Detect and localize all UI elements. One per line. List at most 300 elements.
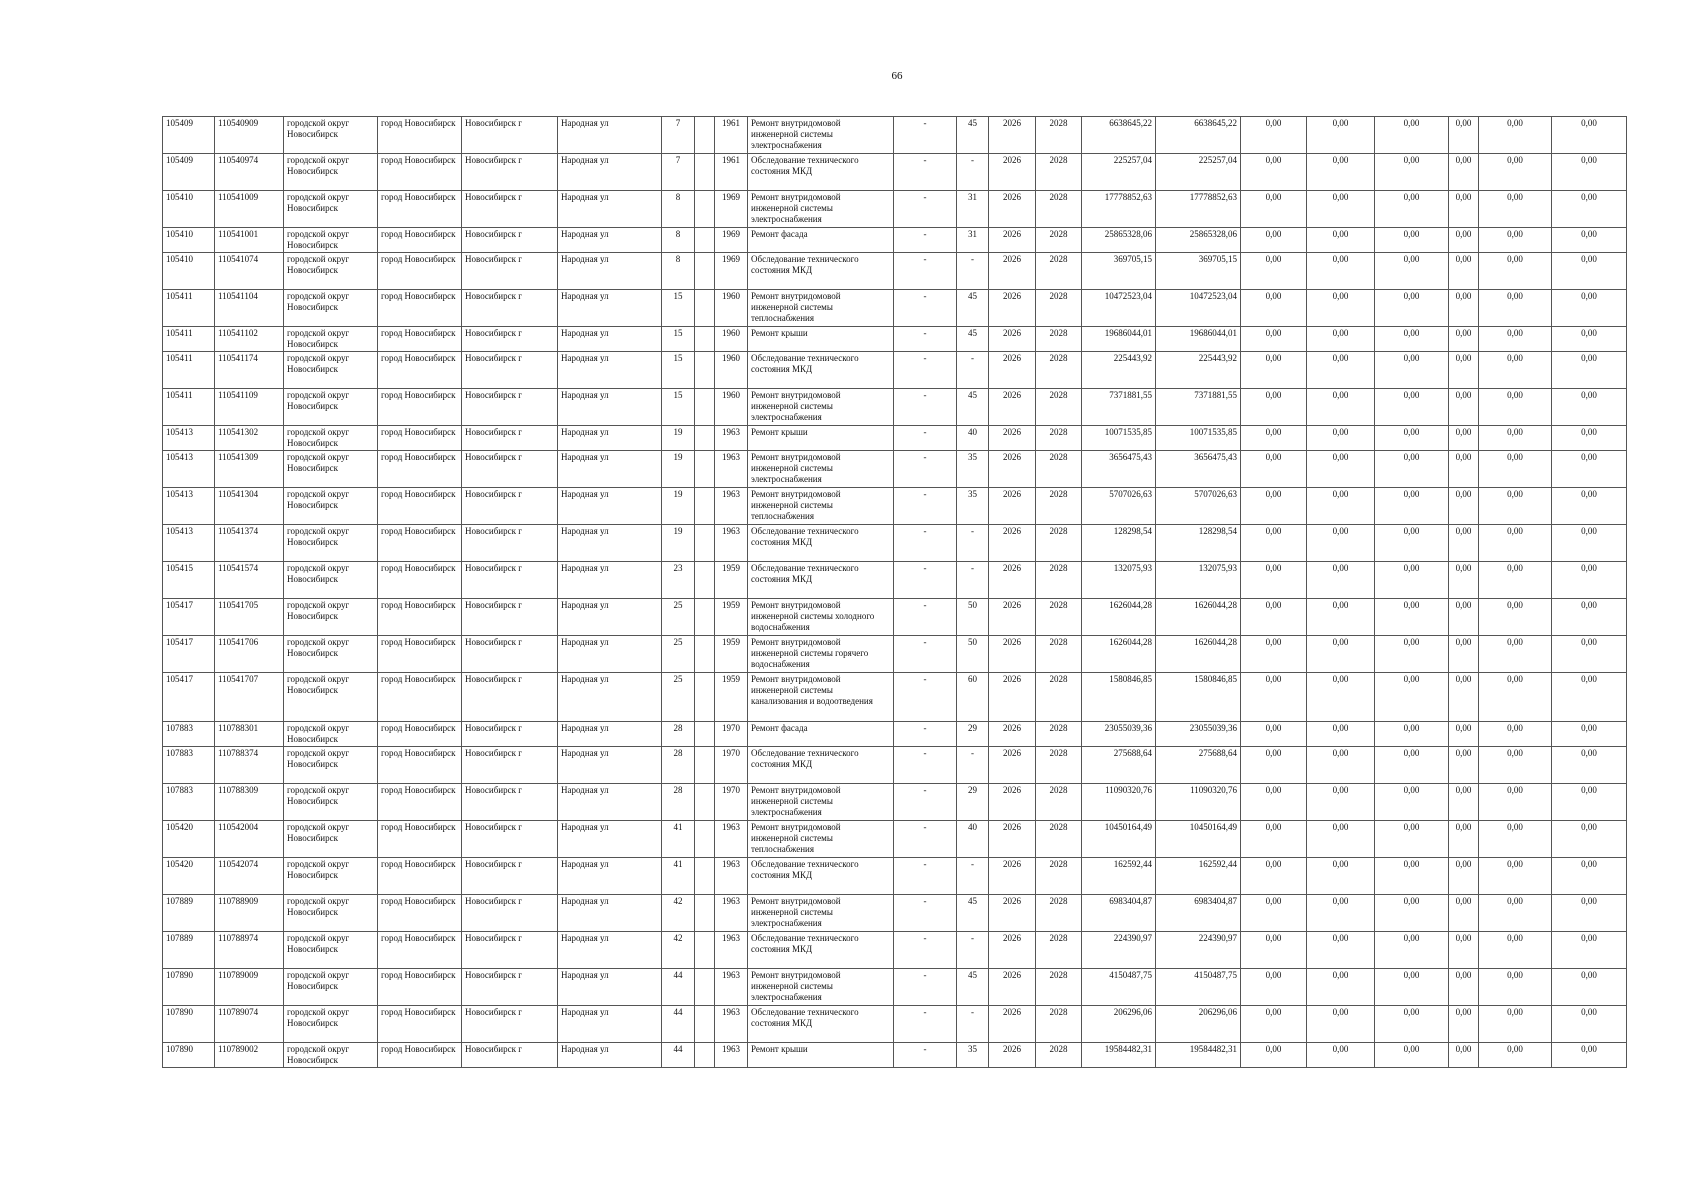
row-start-year: 2026 [989,969,1036,1006]
row-value-6: 0,00 [1552,599,1627,636]
row-house: 19 [662,525,695,562]
row-value-4: 0,00 [1449,858,1479,895]
row-start-year: 2026 [989,290,1036,327]
row-id: 105420 [163,858,215,895]
row-value-1: 0,00 [1241,451,1307,488]
row-street: Народная ул [558,636,662,673]
row-start-year: 2026 [989,722,1036,747]
row-value-6: 0,00 [1552,1043,1627,1068]
row-settlement: город Новосибирск [378,389,462,426]
table-row [163,352,1627,389]
row-cost: 275688,64 [1082,747,1156,784]
row-value-2: 0,00 [1307,327,1375,352]
row-id: 107890 [163,1006,215,1043]
row-value-1: 0,00 [1241,117,1307,154]
row-district: городской округ Новосибирск [284,932,378,969]
row-id: 105413 [163,488,215,525]
row-value-1: 0,00 [1241,488,1307,525]
row-value-6: 0,00 [1552,821,1627,858]
row-value-2: 0,00 [1307,747,1375,784]
row-city: Новосибирск г [462,117,558,154]
row-city: Новосибирск г [462,426,558,451]
row-service-life: 50 [957,599,989,636]
row-street: Народная ул [558,722,662,747]
row-year: 1959 [715,562,748,599]
row-value-6: 0,00 [1552,636,1627,673]
row-value-2: 0,00 [1307,858,1375,895]
row-value-2: 0,00 [1307,821,1375,858]
row-house: 42 [662,932,695,969]
row-service-life: 35 [957,1043,989,1068]
row-block [695,895,715,932]
row-value-3: 0,00 [1375,488,1449,525]
row-settlement: город Новосибирск [378,932,462,969]
row-city: Новосибирск г [462,1006,558,1043]
table-row [163,154,1627,191]
row-start-year: 2026 [989,154,1036,191]
row-total: 128298,54 [1156,525,1241,562]
row-settlement: город Новосибирск [378,599,462,636]
row-year: 1963 [715,426,748,451]
row-value-5: 0,00 [1479,969,1552,1006]
row-value-4: 0,00 [1449,636,1479,673]
row-code: 110541109 [215,389,284,426]
row-house: 8 [662,253,695,290]
row-value-5: 0,00 [1479,327,1552,352]
row-value-1: 0,00 [1241,821,1307,858]
row-start-year: 2026 [989,191,1036,228]
row-value-3: 0,00 [1375,932,1449,969]
row-work-type: Ремонт внутридомовой инженерной системы электроснабжения [748,389,894,426]
row-code: 110540974 [215,154,284,191]
row-house: 15 [662,352,695,389]
row-value-3: 0,00 [1375,636,1449,673]
row-dash: - [894,117,957,154]
row-service-life: - [957,747,989,784]
row-service-life: 31 [957,191,989,228]
row-street: Народная ул [558,932,662,969]
row-dash: - [894,488,957,525]
row-code: 110541009 [215,191,284,228]
row-cost: 225443,92 [1082,352,1156,389]
row-value-4: 0,00 [1449,451,1479,488]
row-value-3: 0,00 [1375,191,1449,228]
row-value-5: 0,00 [1479,352,1552,389]
row-city: Новосибирск г [462,525,558,562]
row-value-2: 0,00 [1307,895,1375,932]
row-value-1: 0,00 [1241,191,1307,228]
row-house: 41 [662,821,695,858]
row-settlement: город Новосибирск [378,636,462,673]
row-cost: 17778852,63 [1082,191,1156,228]
row-value-2: 0,00 [1307,636,1375,673]
row-year: 1959 [715,673,748,722]
row-work-type: Ремонт фасада [748,228,894,253]
row-value-5: 0,00 [1479,191,1552,228]
row-id: 105410 [163,228,215,253]
row-id: 107889 [163,932,215,969]
row-work-type: Ремонт внутридомовой инженерной системы теплоснабжения [748,290,894,327]
row-year: 1960 [715,389,748,426]
row-value-2: 0,00 [1307,451,1375,488]
row-end-year: 2028 [1036,599,1082,636]
row-service-life: - [957,154,989,191]
row-block [695,290,715,327]
row-end-year: 2028 [1036,747,1082,784]
row-work-type: Ремонт внутридомовой инженерной системы электроснабжения [748,451,894,488]
row-start-year: 2026 [989,784,1036,821]
row-code: 110541309 [215,451,284,488]
row-value-5: 0,00 [1479,722,1552,747]
row-year: 1963 [715,451,748,488]
row-value-5: 0,00 [1479,747,1552,784]
row-value-2: 0,00 [1307,932,1375,969]
row-cost: 132075,93 [1082,562,1156,599]
row-value-3: 0,00 [1375,858,1449,895]
row-cost: 19584482,31 [1082,1043,1156,1068]
table-row [163,327,1627,352]
row-total: 4150487,75 [1156,969,1241,1006]
row-end-year: 2028 [1036,858,1082,895]
row-city: Новосибирск г [462,969,558,1006]
row-start-year: 2026 [989,253,1036,290]
row-value-4: 0,00 [1449,932,1479,969]
row-block [695,451,715,488]
row-start-year: 2026 [989,599,1036,636]
row-work-type: Обследование технического состояния МКД [748,253,894,290]
row-settlement: город Новосибирск [378,327,462,352]
row-start-year: 2026 [989,327,1036,352]
row-service-life: 29 [957,722,989,747]
row-block [695,154,715,191]
row-value-3: 0,00 [1375,895,1449,932]
row-year: 1963 [715,821,748,858]
row-value-2: 0,00 [1307,488,1375,525]
row-city: Новосибирск г [462,784,558,821]
row-year: 1969 [715,191,748,228]
row-value-4: 0,00 [1449,562,1479,599]
row-district: городской округ Новосибирск [284,858,378,895]
table-row [163,228,1627,253]
row-work-type: Обследование технического состояния МКД [748,858,894,895]
row-id: 105410 [163,253,215,290]
row-value-1: 0,00 [1241,290,1307,327]
row-district: городской округ Новосибирск [284,451,378,488]
row-value-3: 0,00 [1375,673,1449,722]
row-street: Народная ул [558,1043,662,1068]
row-value-3: 0,00 [1375,525,1449,562]
row-district: городской округ Новосибирск [284,969,378,1006]
row-value-5: 0,00 [1479,932,1552,969]
row-value-1: 0,00 [1241,636,1307,673]
table-row [163,722,1627,747]
row-value-5: 0,00 [1479,253,1552,290]
row-total: 23055039,36 [1156,722,1241,747]
row-street: Народная ул [558,154,662,191]
row-house: 15 [662,389,695,426]
row-dash: - [894,821,957,858]
table-row [163,858,1627,895]
table-row [163,389,1627,426]
row-value-5: 0,00 [1479,636,1552,673]
row-work-type: Ремонт внутридомовой инженерной системы электроснабжения [748,969,894,1006]
row-start-year: 2026 [989,117,1036,154]
row-service-life: 45 [957,895,989,932]
row-block [695,673,715,722]
row-city: Новосибирск г [462,488,558,525]
row-start-year: 2026 [989,747,1036,784]
row-block [695,488,715,525]
table-row [163,191,1627,228]
table-row [163,451,1627,488]
row-street: Народная ул [558,784,662,821]
row-district: городской округ Новосибирск [284,895,378,932]
table-row [163,821,1627,858]
row-end-year: 2028 [1036,426,1082,451]
row-cost: 1580846,85 [1082,673,1156,722]
row-service-life: - [957,253,989,290]
row-value-5: 0,00 [1479,784,1552,821]
row-block [695,117,715,154]
row-code: 110541102 [215,327,284,352]
row-end-year: 2028 [1036,525,1082,562]
row-total: 275688,64 [1156,747,1241,784]
row-year: 1963 [715,858,748,895]
row-settlement: город Новосибирск [378,253,462,290]
row-city: Новосибирск г [462,562,558,599]
row-street: Народная ул [558,673,662,722]
row-value-5: 0,00 [1479,389,1552,426]
row-district: городской округ Новосибирск [284,389,378,426]
row-district: городской округ Новосибирск [284,821,378,858]
row-settlement: город Новосибирск [378,525,462,562]
row-value-6: 0,00 [1552,117,1627,154]
row-start-year: 2026 [989,858,1036,895]
row-value-5: 0,00 [1479,895,1552,932]
row-end-year: 2028 [1036,253,1082,290]
row-cost: 1626044,28 [1082,599,1156,636]
row-code: 110541001 [215,228,284,253]
row-value-6: 0,00 [1552,154,1627,191]
row-service-life: 45 [957,117,989,154]
row-settlement: город Новосибирск [378,117,462,154]
row-id: 105411 [163,327,215,352]
row-city: Новосибирск г [462,636,558,673]
row-start-year: 2026 [989,673,1036,722]
row-value-5: 0,00 [1479,228,1552,253]
row-value-2: 0,00 [1307,1006,1375,1043]
row-house: 15 [662,290,695,327]
row-code: 110541374 [215,525,284,562]
row-value-4: 0,00 [1449,525,1479,562]
row-house: 19 [662,426,695,451]
row-cost: 162592,44 [1082,858,1156,895]
row-value-2: 0,00 [1307,389,1375,426]
row-id: 105420 [163,821,215,858]
row-value-3: 0,00 [1375,426,1449,451]
row-dash: - [894,154,957,191]
row-id: 107889 [163,895,215,932]
table-row [163,784,1627,821]
row-value-6: 0,00 [1552,784,1627,821]
row-service-life: 40 [957,426,989,451]
row-house: 15 [662,327,695,352]
row-settlement: город Новосибирск [378,290,462,327]
row-district: городской округ Новосибирск [284,562,378,599]
row-value-6: 0,00 [1552,562,1627,599]
row-year: 1959 [715,599,748,636]
row-code: 110541304 [215,488,284,525]
row-value-1: 0,00 [1241,253,1307,290]
row-value-2: 0,00 [1307,426,1375,451]
row-total: 369705,15 [1156,253,1241,290]
row-service-life: 45 [957,969,989,1006]
row-value-6: 0,00 [1552,1006,1627,1043]
row-cost: 224390,97 [1082,932,1156,969]
row-dash: - [894,895,957,932]
row-cost: 10071535,85 [1082,426,1156,451]
row-end-year: 2028 [1036,228,1082,253]
row-id: 105411 [163,352,215,389]
row-block [695,1006,715,1043]
row-code: 110541705 [215,599,284,636]
row-end-year: 2028 [1036,352,1082,389]
row-end-year: 2028 [1036,191,1082,228]
row-end-year: 2028 [1036,562,1082,599]
row-district: городской округ Новосибирск [284,228,378,253]
row-house: 25 [662,673,695,722]
row-dash: - [894,747,957,784]
row-start-year: 2026 [989,525,1036,562]
row-end-year: 2028 [1036,327,1082,352]
row-year: 1963 [715,932,748,969]
row-code: 110789009 [215,969,284,1006]
row-start-year: 2026 [989,488,1036,525]
row-cost: 10472523,04 [1082,290,1156,327]
row-settlement: город Новосибирск [378,722,462,747]
row-year: 1963 [715,895,748,932]
row-settlement: город Новосибирск [378,895,462,932]
row-end-year: 2028 [1036,1006,1082,1043]
row-work-type: Ремонт фасада [748,722,894,747]
row-end-year: 2028 [1036,488,1082,525]
row-total: 224390,97 [1156,932,1241,969]
row-city: Новосибирск г [462,932,558,969]
row-settlement: город Новосибирск [378,228,462,253]
row-work-type: Ремонт внутридомовой инженерной системы холодного водоснабжения [748,599,894,636]
row-end-year: 2028 [1036,722,1082,747]
row-value-3: 0,00 [1375,154,1449,191]
row-value-3: 0,00 [1375,451,1449,488]
table-row [163,525,1627,562]
row-id: 105409 [163,117,215,154]
table-row [163,895,1627,932]
row-start-year: 2026 [989,562,1036,599]
row-district: городской округ Новосибирск [284,722,378,747]
row-total: 5707026,63 [1156,488,1241,525]
row-id: 105415 [163,562,215,599]
row-code: 110541574 [215,562,284,599]
row-value-2: 0,00 [1307,1043,1375,1068]
row-id: 107883 [163,747,215,784]
row-cost: 225257,04 [1082,154,1156,191]
row-value-5: 0,00 [1479,154,1552,191]
row-code: 110541302 [215,426,284,451]
row-settlement: город Новосибирск [378,858,462,895]
row-id: 105417 [163,599,215,636]
row-district: городской округ Новосибирск [284,784,378,821]
row-value-6: 0,00 [1552,488,1627,525]
row-street: Народная ул [558,117,662,154]
row-value-3: 0,00 [1375,117,1449,154]
row-value-4: 0,00 [1449,117,1479,154]
row-value-4: 0,00 [1449,599,1479,636]
row-city: Новосибирск г [462,290,558,327]
row-value-2: 0,00 [1307,154,1375,191]
row-start-year: 2026 [989,1043,1036,1068]
row-value-3: 0,00 [1375,253,1449,290]
row-value-1: 0,00 [1241,673,1307,722]
row-value-6: 0,00 [1552,932,1627,969]
row-end-year: 2028 [1036,451,1082,488]
row-total: 7371881,55 [1156,389,1241,426]
row-street: Народная ул [558,562,662,599]
row-cost: 206296,06 [1082,1006,1156,1043]
row-value-6: 0,00 [1552,228,1627,253]
row-city: Новосибирск г [462,722,558,747]
row-street: Народная ул [558,858,662,895]
row-code: 110789002 [215,1043,284,1068]
row-start-year: 2026 [989,932,1036,969]
row-block [695,821,715,858]
row-value-1: 0,00 [1241,228,1307,253]
row-value-6: 0,00 [1552,747,1627,784]
row-value-4: 0,00 [1449,290,1479,327]
row-house: 28 [662,722,695,747]
row-year: 1960 [715,290,748,327]
row-id: 107890 [163,1043,215,1068]
row-block [695,327,715,352]
page-number: 66 [891,70,903,82]
row-dash: - [894,525,957,562]
row-value-2: 0,00 [1307,191,1375,228]
row-street: Народная ул [558,747,662,784]
row-value-3: 0,00 [1375,562,1449,599]
row-service-life: 29 [957,784,989,821]
row-dash: - [894,327,957,352]
row-cost: 19686044,01 [1082,327,1156,352]
row-service-life: - [957,858,989,895]
row-id: 107883 [163,722,215,747]
row-id: 105413 [163,525,215,562]
row-cost: 23055039,36 [1082,722,1156,747]
row-value-1: 0,00 [1241,858,1307,895]
row-id: 105413 [163,451,215,488]
row-block [695,784,715,821]
row-street: Народная ул [558,228,662,253]
row-id: 105410 [163,191,215,228]
row-value-6: 0,00 [1552,426,1627,451]
row-cost: 6983404,87 [1082,895,1156,932]
row-street: Народная ул [558,821,662,858]
row-value-6: 0,00 [1552,858,1627,895]
row-value-6: 0,00 [1552,352,1627,389]
row-house: 8 [662,191,695,228]
row-service-life: 45 [957,327,989,352]
row-street: Народная ул [558,426,662,451]
row-cost: 1626044,28 [1082,636,1156,673]
row-value-3: 0,00 [1375,599,1449,636]
